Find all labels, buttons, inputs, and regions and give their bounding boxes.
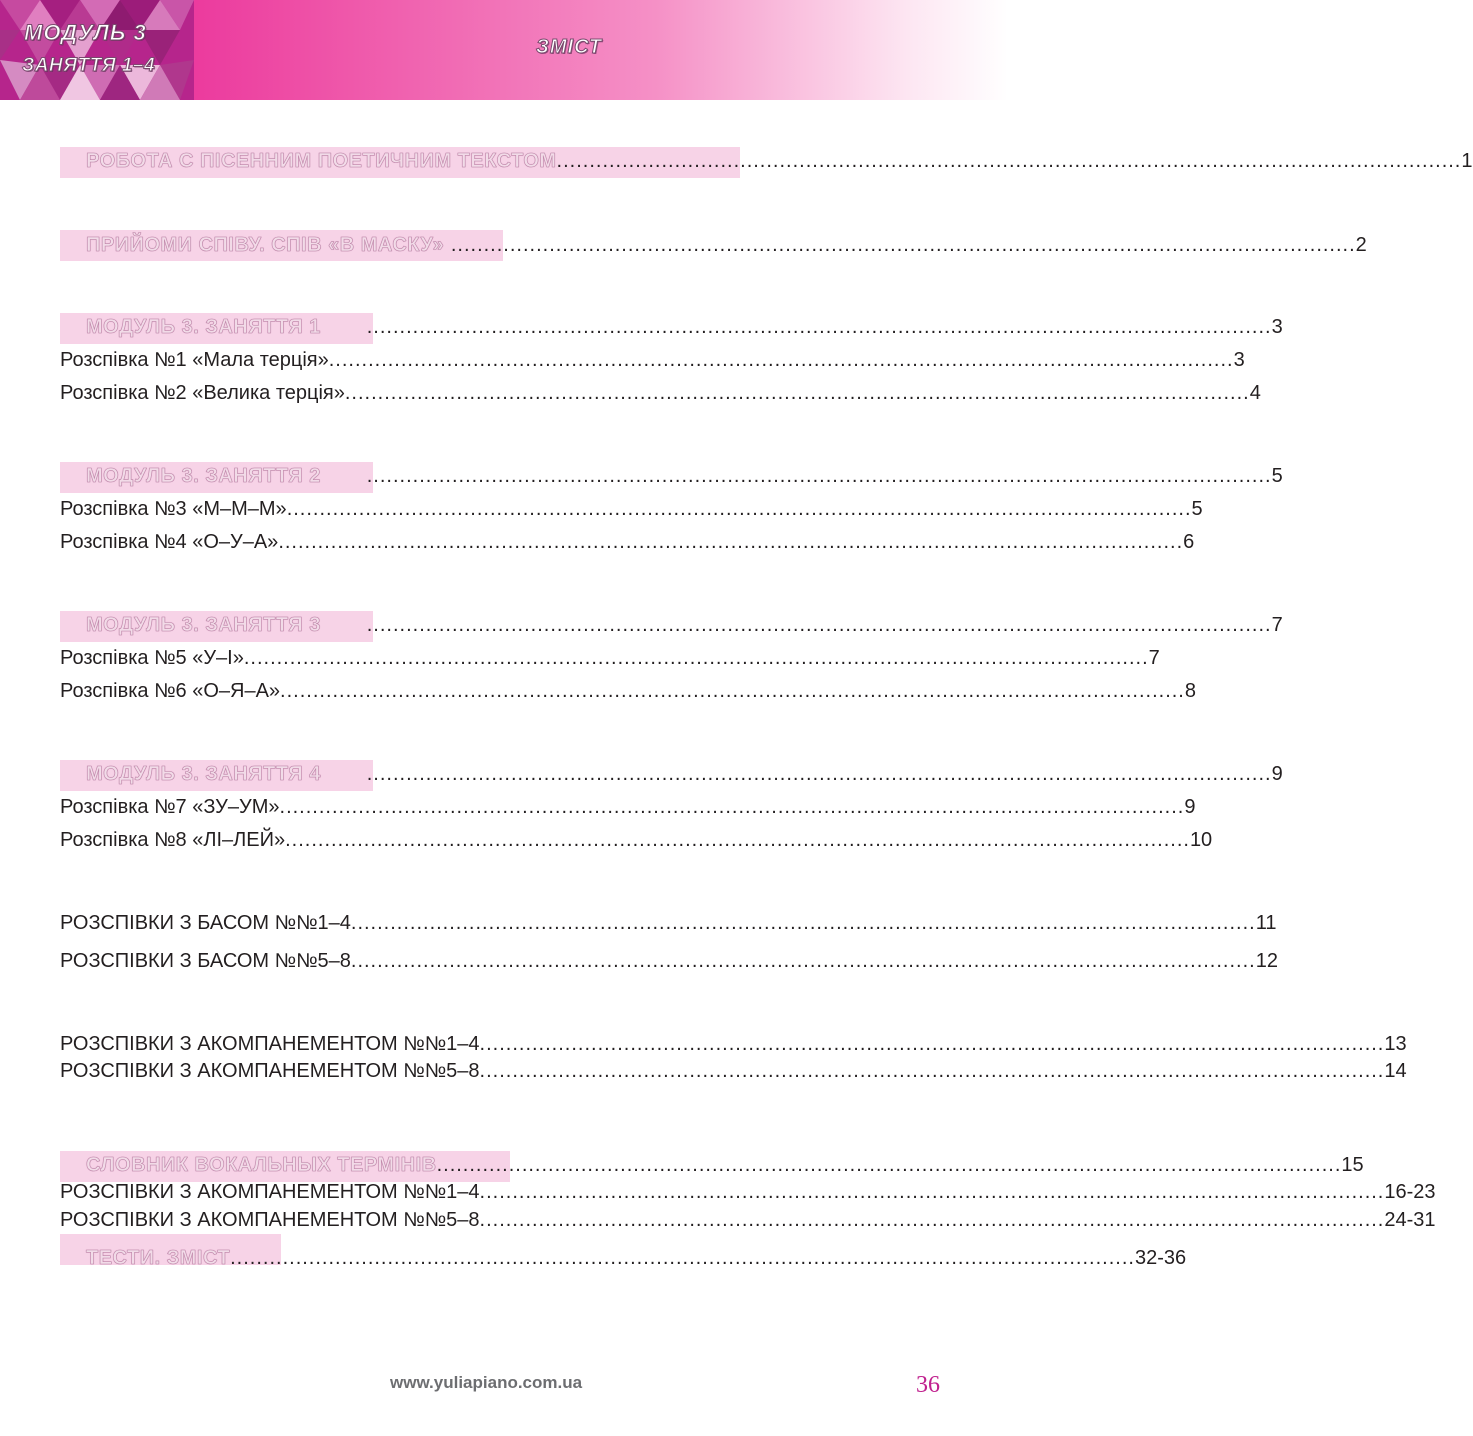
toc-entry-title: МОДУЛЬ 3. ЗАНЯТТЯ 4 — [86, 763, 321, 785]
toc-leader-dots: .......................................................................................................................................... — [279, 796, 1185, 818]
toc-leader-dots: .......................................................................................................................................... — [320, 465, 1272, 487]
toc-entry-page: 3 — [1271, 316, 1283, 338]
toc-entry-page: 9 — [1184, 796, 1196, 818]
toc-entry-page: 2 — [1355, 234, 1367, 256]
toc-leader-dots: .......................................................................................................................................... — [286, 498, 1192, 520]
toc-entry[interactable] — [60, 794, 1196, 820]
toc-entry-title: Розспівка №1 «Мала терція» — [60, 349, 329, 371]
toc-entry[interactable] — [60, 645, 1160, 671]
toc-entry[interactable] — [60, 948, 1278, 974]
toc-entry-page: 4 — [1249, 382, 1261, 404]
toc-entry[interactable] — [60, 463, 1283, 489]
toc-entry[interactable] — [60, 612, 1283, 638]
toc-leader-dots: .......................................................................................................................................... — [350, 912, 1256, 934]
toc-entry-title: РОЗСПІВКИ З АКОМПАНЕМЕНТОМ №№1–4 — [60, 1033, 480, 1055]
toc-entry-title: ПРИЙОМИ СПІВУ. СПІВ «В МАСКУ» — [86, 234, 445, 256]
toc-entry-title: РОЗСПІВКИ З АКОМПАНЕМЕНТОМ №№5–8 — [60, 1060, 480, 1082]
toc-entry-page: 7 — [1271, 614, 1283, 636]
toc-leader-dots: .......................................................................................................................................... — [243, 647, 1149, 669]
toc-leader-dots: .......................................................................................................................................... — [344, 382, 1250, 404]
toc-entry[interactable] — [60, 314, 1283, 340]
toc-leader-dots: .......................................................................................................................................... — [328, 349, 1234, 371]
toc-leader-dots: .......................................................................................................................................... — [444, 234, 1356, 256]
toc-entry-title: Розспівка №2 «Велика терція» — [60, 382, 345, 404]
toc-entry[interactable] — [60, 347, 1245, 373]
footer-website-link[interactable]: www.yuliapiano.com.ua — [390, 1373, 583, 1392]
toc-entry-page: 6 — [1183, 531, 1195, 553]
toc-entry-title: РОЗСПІВКИ З АКОМПАНЕМЕНТОМ №№5–8 — [60, 1209, 480, 1231]
toc-entry-page: 14 — [1384, 1060, 1407, 1082]
toc-entry-page: 16-23 — [1384, 1181, 1436, 1203]
toc-leader-dots: .......................................................................................................................................... — [320, 614, 1272, 636]
toc-entry-page: 1 — [1461, 150, 1473, 172]
toc-entry-page: 7 — [1148, 647, 1160, 669]
toc-leader-dots: .......................................................................................................................................... — [230, 1247, 1135, 1269]
toc-leader-dots: .......................................................................................................................................... — [320, 763, 1272, 785]
toc-entry-page: 15 — [1341, 1154, 1364, 1176]
toc-entry-title: ТЕСТИ. ЗМІСТ — [86, 1247, 231, 1269]
toc-leader-dots: .......................................................................................................................................... — [320, 316, 1272, 338]
toc-entry[interactable] — [60, 380, 1261, 406]
toc-entry[interactable] — [60, 761, 1283, 787]
toc-entry-page: 5 — [1191, 498, 1203, 520]
toc-entry-page: 13 — [1384, 1033, 1407, 1055]
toc-entry[interactable] — [60, 1179, 1436, 1205]
footer-page-number: 36 — [916, 1372, 940, 1398]
toc-leader-dots: .......................................................................................................................................... — [350, 950, 1256, 972]
toc-leader-dots: .......................................................................................................................................... — [479, 1060, 1385, 1082]
toc-entry-title: РОЗСПІВКИ З БАСОМ №№1–4 — [60, 912, 351, 934]
toc-entry-title: Розспівка №5 «У–І» — [60, 647, 244, 669]
toc-entry[interactable] — [60, 1031, 1407, 1057]
toc-entry-page: 24-31 — [1384, 1209, 1436, 1231]
toc-entry[interactable] — [60, 1207, 1436, 1233]
toc-entry-title: Розспівка №7 «ЗУ–УМ» — [60, 796, 280, 818]
page-title: ЗМІСТ — [536, 36, 602, 58]
toc-leader-dots: .......................................................................................................................................... — [479, 1181, 1385, 1203]
toc-entry[interactable] — [60, 496, 1203, 522]
module-title: МОДУЛЬ 3 — [24, 20, 147, 45]
toc-entry-page: 5 — [1271, 465, 1283, 487]
toc-leader-dots: .......................................................................................................................................... — [479, 1033, 1385, 1055]
toc-entry-page: 10 — [1189, 829, 1213, 851]
toc-entry[interactable] — [60, 678, 1196, 704]
toc-entry[interactable] — [60, 1152, 1364, 1178]
toc-entry[interactable] — [60, 1245, 1187, 1271]
toc-entry[interactable] — [60, 1058, 1407, 1084]
toc-leader-dots: .......................................................................................................................................... — [278, 531, 1184, 553]
toc-leader-dots: .......................................................................................................................................... — [556, 150, 1462, 172]
toc-entry-page: 8 — [1184, 680, 1196, 702]
toc-entry-title: РОЗСПІВКИ З БАСОМ №№5–8 — [60, 950, 351, 972]
toc-entry-page: 12 — [1255, 950, 1278, 972]
toc-entry-page: 32-36 — [1134, 1247, 1187, 1269]
toc-entry-title: СЛОВНИК ВОКАЛЬНЫХ ТЕРМІНІВ — [86, 1154, 437, 1176]
toc-entry-title: МОДУЛЬ 3. ЗАНЯТТЯ 3 — [86, 614, 321, 636]
toc-entry[interactable] — [60, 232, 1367, 258]
toc-entry-title: Розспівка №6 «О–Я–А» — [60, 680, 281, 702]
toc-entry-page: 3 — [1233, 349, 1245, 371]
toc-entry-title: Розспівка №4 «О–У–А» — [60, 531, 279, 553]
toc-entry-title: МОДУЛЬ 3. ЗАНЯТТЯ 2 — [86, 465, 321, 487]
toc-entry-page: 9 — [1271, 763, 1283, 785]
toc-entry[interactable] — [60, 910, 1277, 936]
toc-entry-page: 11 — [1255, 912, 1277, 934]
toc-entry-title: Розспівка №8 «ЛІ–ЛЕЙ» — [60, 829, 286, 851]
toc-leader-dots: .......................................................................................................................................... — [285, 829, 1190, 851]
toc-entry[interactable] — [60, 529, 1195, 555]
toc-leader-dots: .......................................................................................................................................... — [479, 1209, 1385, 1231]
toc-entry[interactable] — [60, 827, 1213, 853]
toc-entry[interactable] — [60, 148, 1473, 174]
toc-leader-dots: .......................................................................................................................................... — [280, 680, 1185, 702]
toc-entry-title: Розспівка №3 «М–М–М» — [60, 498, 287, 520]
toc-entry-title: МОДУЛЬ 3. ЗАНЯТТЯ 1 — [86, 316, 321, 338]
module-subtitle: ЗАНЯТТЯ 1–4 — [22, 55, 156, 76]
toc-leader-dots: .......................................................................................................................................... — [436, 1154, 1342, 1176]
toc-entry-title: РОЗСПІВКИ З АКОМПАНЕМЕНТОМ №№1–4 — [60, 1181, 480, 1203]
toc-entry-title: РОБОТА С ПІСЕННИМ ПОЕТИЧНИМ ТЕКСТОМ — [86, 150, 557, 172]
